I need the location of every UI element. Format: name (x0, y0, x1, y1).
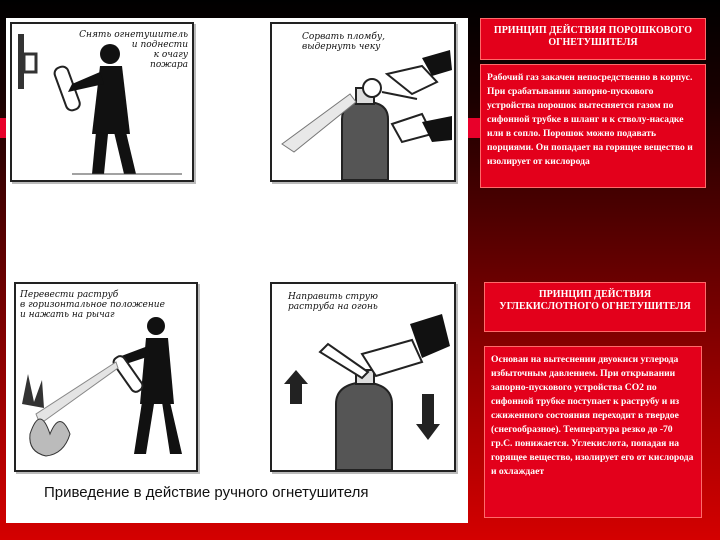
caption-line: Направить струю (288, 292, 378, 302)
powder-principle-title: ПРИНЦИП ДЕЙСТВИЯ ПОРОШКОВОГО ОГНЕТУШИТЕЛЯ (493, 25, 693, 48)
caption-line: раструба на огонь (288, 302, 378, 312)
powder-principle-body: Рабочий газ закачен непосредственно в корпус. При срабатывании запорно-пускового устройства порошок вытесняется газом по сифонной трубке в шланг и к стволу-насадке или в сопло. Порошок можно подавать порциями. Он попадает на горящее вещество и изолирует от кислорода (487, 72, 693, 167)
figure-step-4 (270, 282, 456, 472)
powder-principle-text (480, 64, 706, 188)
step-3-caption (20, 290, 165, 320)
co2-principle-title: ПРИНЦИП ДЕЙСТВИЯ УГЛЕКИСЛОТНОГО ОГНЕТУШИТЕЛЯ (499, 289, 691, 312)
powder-principle-header (480, 18, 706, 60)
caption-line: к очагу (153, 50, 188, 60)
caption-line: Снять огнетушитель (79, 30, 188, 40)
caption-line: пожара (150, 60, 188, 70)
co2-principle-header (484, 282, 706, 332)
right-accent-tab (468, 118, 480, 138)
step-1-caption (68, 30, 188, 70)
figure-step-3 (14, 282, 198, 472)
caption-line: выдернуть чеку (302, 42, 381, 52)
bottom-caption: Приведение в действие ручного огнетушителя (44, 484, 369, 501)
caption-line: Перевести раструб (20, 290, 119, 300)
step-4-caption (288, 292, 378, 312)
co2-principle-body: Основан на вытеснении двуокиси углерода избыточным давлением. При открывании запорно-пускового устройства СО2 по сифонной трубке поступает к раструбу и из сжиженного состояния переходит в твердое (снегообразное). Температура резко до -70 гр.С. понижается. Углекислота, попадая на горящее вещество, изолирует его от кислорода и охлаждает (491, 354, 694, 477)
caption-line: и нажать на рычаг (20, 310, 115, 320)
caption-line: в горизонтальное положение (20, 300, 165, 310)
caption-line: Сорвать пломбу, (302, 32, 385, 42)
figure-step-2 (270, 22, 456, 182)
figure-step-1 (10, 22, 194, 182)
left-accent-tab (0, 118, 6, 138)
step-2-caption (302, 32, 385, 52)
co2-principle-text (484, 346, 702, 518)
caption-line: и поднести (131, 40, 188, 50)
